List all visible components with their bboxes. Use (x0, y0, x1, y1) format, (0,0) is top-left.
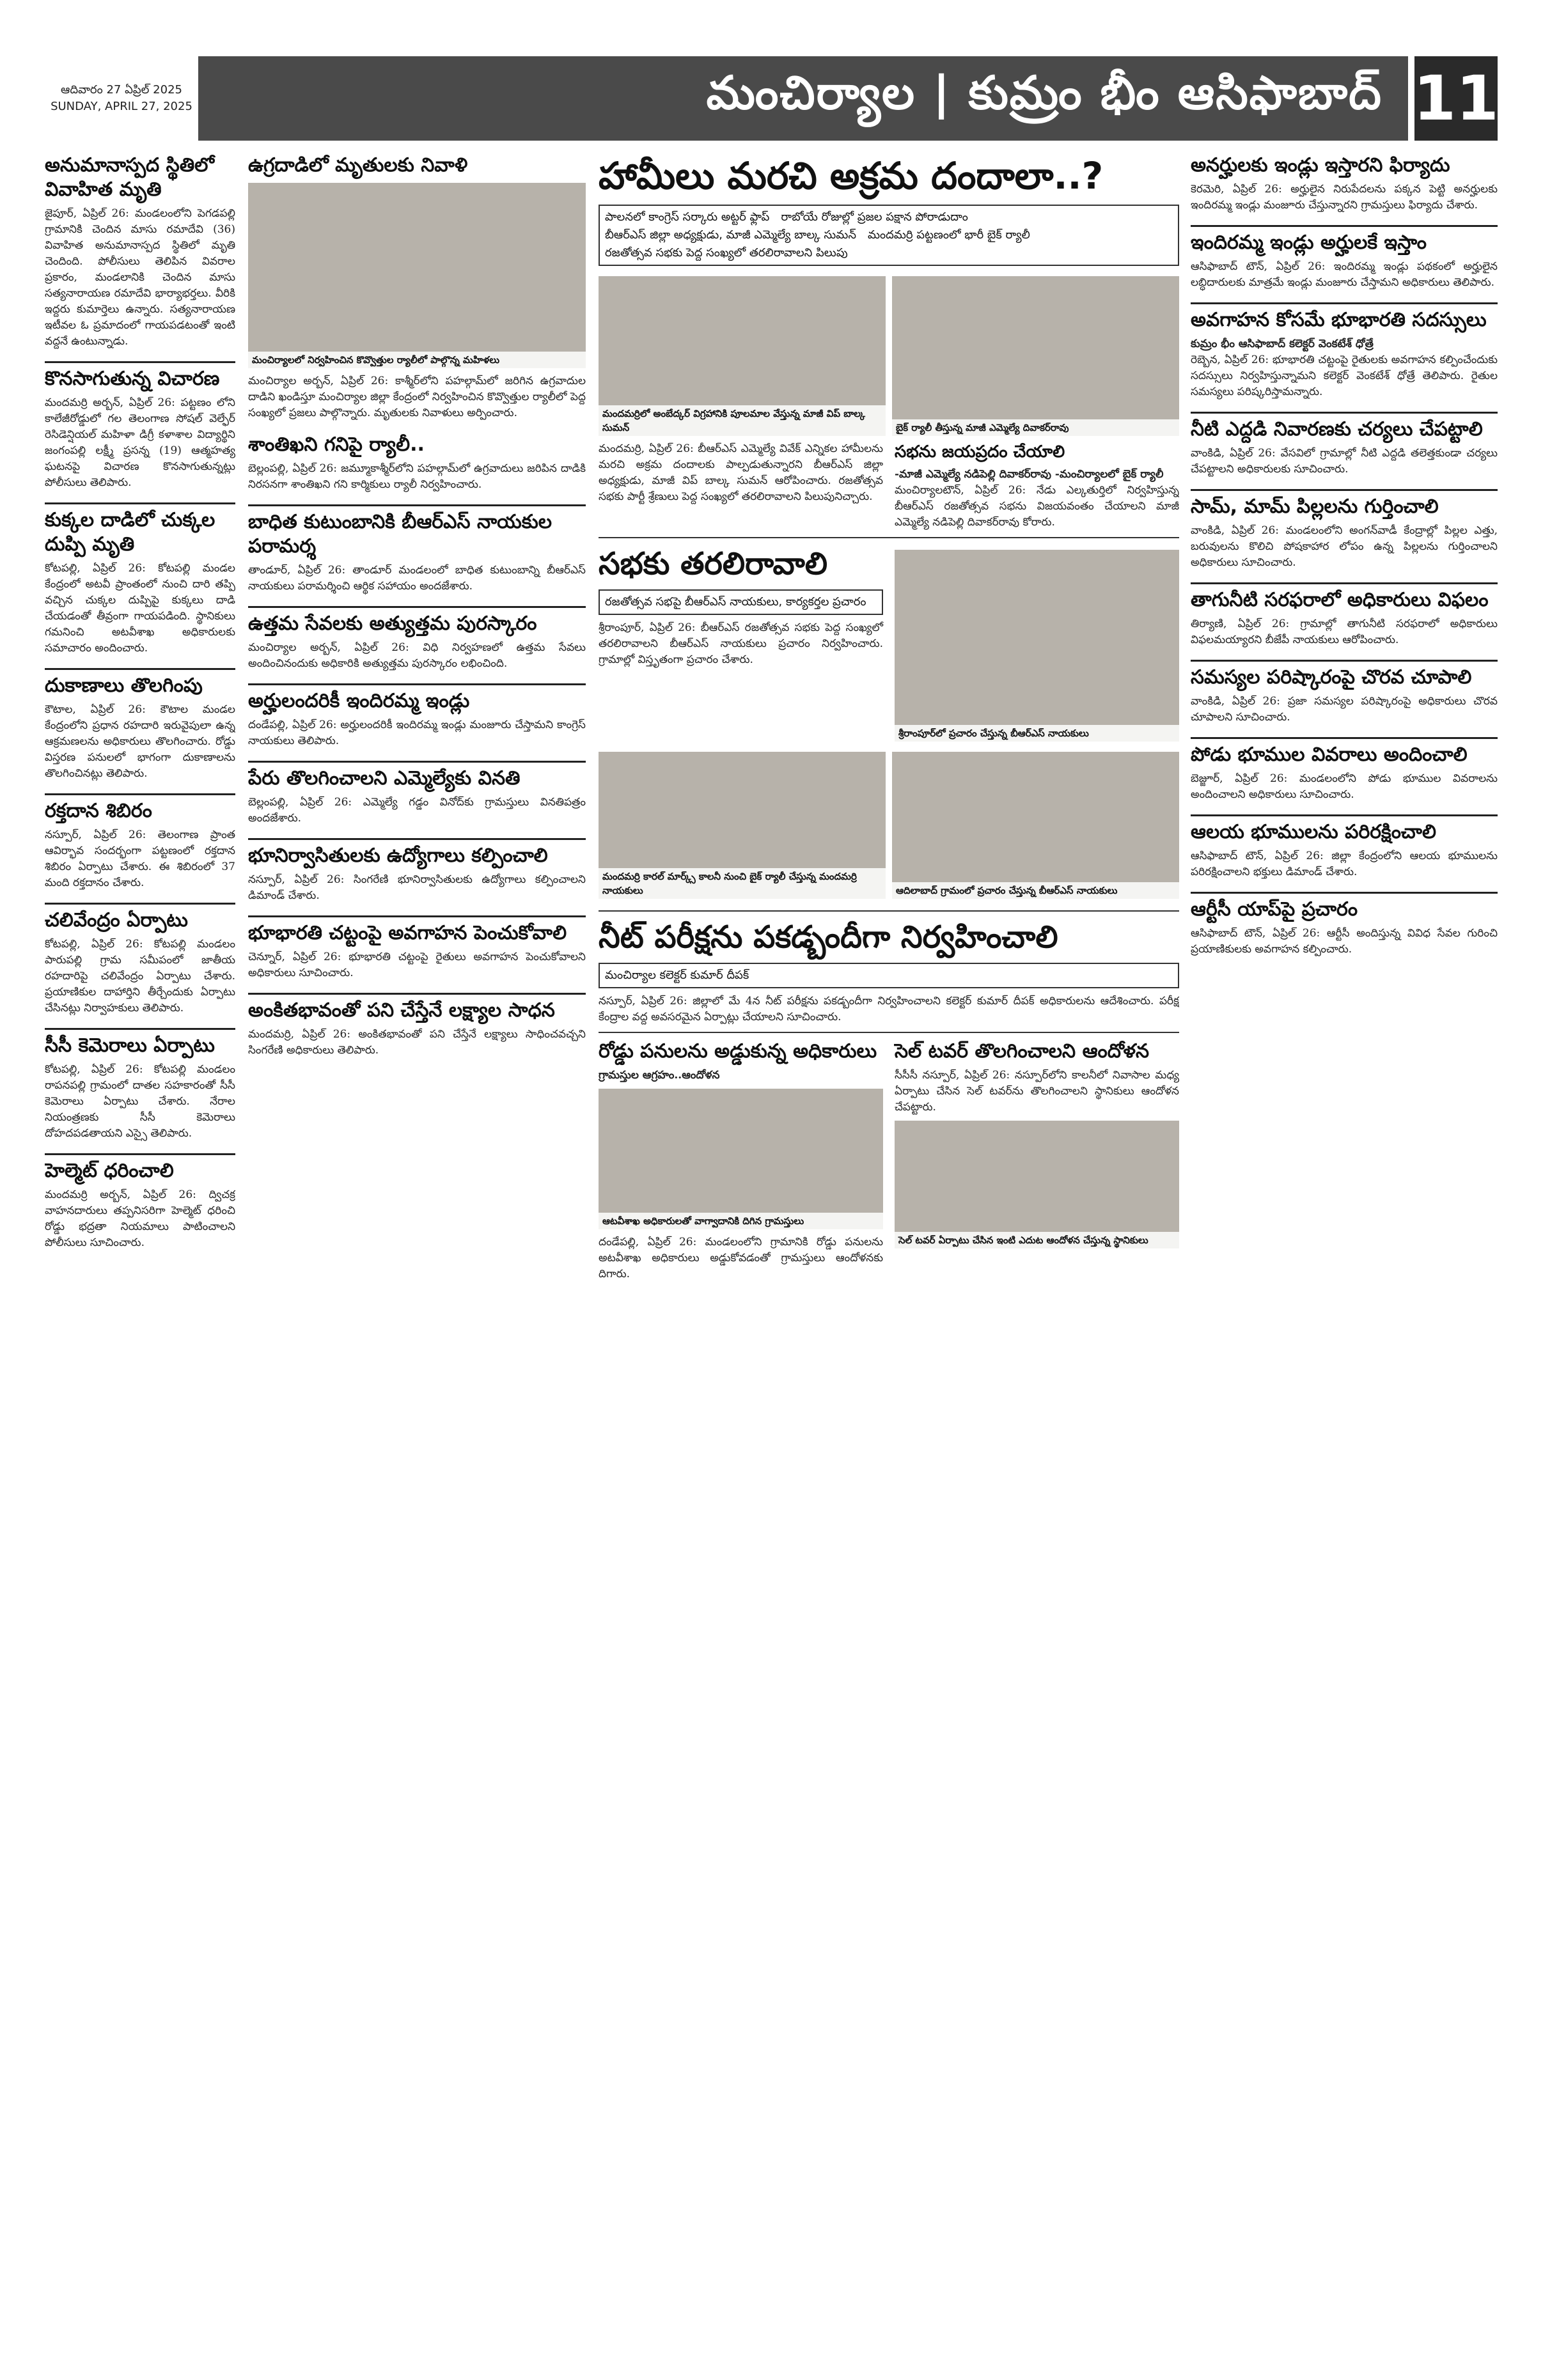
side-body: మంచిర్యాలటౌన్, ఏప్రిల్ 26: నేడు ఎల్కతుర్తిలో నిర్వహిస్తున్న బీఆర్ఎస్ రజతోత్సవ సభను విజయవంతం చేయాలని మాజీ ఎమ్మెల్యే నడిపెల్లి దివాకర్‌రావు కోరారు. (895, 484, 1179, 529)
second-body: శ్రీరాంపూర్, ఏప్రిల్ 26: బీఆర్ఎస్ రజతోత్సవ సభకు పెద్ద సంఖ్యలో తరలిరావాలని బీఆర్ఎస్ నాయకులు ప్రచారం నిర్వహించారు. గ్రామాల్లో విస్తృతంగా ప్రచారం చేశారు. (599, 621, 883, 666)
cell-body: సీసీసీ నస్పూర్, ఏప్రిల్ 26: నస్పూర్‌లోని కాలనీలో నివాసాల మధ్య ఏర్పాటు చేసిన సెల్ టవర్‌ను తొలగించాలని స్థానికులు ఆందోళన చేపట్టారు. (895, 1069, 1179, 1114)
story-body: నస్పూర్, ఏప్రిల్ 26: తెలంగాణ ప్రాంత ఆవిర్భావ సందర్భంగా పట్టణంలో రక్తదాన శిబిరం ఏర్పాటు చేశారు. ఈ శిబిరంలో 37 మంది రక్తదానం చేశారు. (45, 828, 235, 889)
story-headline: చలివేంద్రం ఏర్పాటు (45, 903, 235, 933)
story-headline: ఆలయ భూములను పరిరక్షించాలి (1191, 814, 1498, 844)
story-body: తిర్యాణి, ఏప్రిల్ 26: గ్రామాల్లో తాగునీటి సరఫరాలో అధికారులు విఫలమయ్యారని బీజేపీ నాయకులు ఆరోపించారు. (1191, 618, 1498, 646)
side-subhead: -మాజీ ఎమ్మెల్యే నడిపెల్లి దివాకర్‌రావు -మంచిర్యాలలో బైక్ ర్యాలీ (895, 468, 1164, 481)
story-body: దండేపల్లి, ఏప్రిల్ 26: అర్హులందరికీ ఇందిరమ్మ ఇండ్లు మంజూరు చేస్తామని కాంగ్రెస్ నాయకులు తెలిపారు. (248, 719, 586, 747)
story-body: నస్పూర్, ఏప్రిల్ 26: సింగరేణి భూనిర్వాసితులకు ఉద్యోగాలు కల్పించాలని డిమాండ్ చేశారు. (248, 873, 586, 902)
bottom-stories (599, 1039, 1179, 1282)
lead-strap-item: రజతోత్సవ సభకు పెద్ద సంఖ్యలో తరలిరావాలని పిలుపు (605, 246, 848, 260)
news-story (248, 993, 586, 1059)
story-headline: అనుమానాస్పద స్థితిలో వివాహిత మృతి (45, 154, 215, 201)
cell-headline: సెల్ టవర్ తొలగించాలని ఆందోళన (895, 1040, 1150, 1062)
news-story (45, 793, 235, 891)
photo-caption: మంచిర్యాలలో నిర్వహించిన కొవ్వొత్తుల ర్యాలీలో పాల్గొన్న మహిళలు (248, 352, 586, 368)
news-story (45, 153, 235, 350)
story-body: మందమర్రి అర్బన్, ఏప్రిల్ 26: ద్విచక్ర వాహనదారులు తప్పనిసరిగా హెల్మెట్ ధరించి రోడ్డు భద్రతా నియమాలు పాటించాలని పోలీసులు సూచించారు. (45, 1188, 235, 1249)
story-body: ఆసిఫాబాద్ టౌన్, ఏప్రిల్ 26: ఇందిరమ్మ ఇండ్లు పథకంలో అర్హులైన లబ్ధిదారులకు మాత్రమే ఇండ్లు మంజూరు చేస్తామని అధికారులు తెలిపారు. (1191, 260, 1498, 289)
second-photos (599, 747, 1179, 904)
news-story (45, 668, 235, 782)
story-photo (248, 183, 586, 368)
second-headline: సభకు తరలిరావాలి (599, 546, 828, 582)
story-body: కెరమెరి, ఏప్రిల్ 26: అర్హులైన నిరుపేదలను పక్కన పెట్టి అనర్హులకు ఇందిరమ్మ ఇండ్లు మంజూరు చేస్తున్నారని గ్రామస్తులు ఫిర్యాదు చేశారు. (1191, 183, 1498, 212)
masthead-title-bar (198, 56, 1408, 141)
side-headline: సభను జయప్రదం చేయాలి (895, 442, 1065, 462)
news-story (248, 433, 586, 493)
column-right (1191, 153, 1498, 2342)
story-headline: దుకాణాలు తొలగింపు (45, 668, 235, 698)
divider (599, 537, 1179, 538)
story-body: కౌటాల, ఏప్రిల్ 26: కౌటాల మండల కేంద్రంలోని ప్రధాన రహదారి ఇరువైపులా ఉన్న ఆక్రమణలను అధికారులు తొలగించారు. రోడ్డు విస్తరణ పనులలో భాగంగా దుకాణాలను తొలగించినట్లు తెలిపారు. (45, 703, 235, 780)
story-body: మంచిర్యాల అర్బన్, ఏప్రిల్ 26: కాశ్మీర్‌లోని పహల్గామ్‌లో జరిగిన ఉగ్రవాదుల దాడిని ఖండిస్తూ మంచిర్యాల జిల్లా కేంద్రంలో నిర్వహించిన కొవ్వొత్తుల ర్యాలీలో పెద్ద సంఖ్యలో ప్రజలు పాల్గొన్నారు. మృతులకు నివాళులు అర్పించారు. (248, 375, 586, 419)
story-headline: సీసీ కెమెరాలు ఏర్పాటు (45, 1028, 235, 1058)
lead-headline: హామీలు మరచి అక్రమ దందాలా..? (599, 154, 1104, 198)
news-story (248, 683, 586, 749)
story-headline: నీటి ఎద్దడి నివారణకు చర్యలు చేపట్టాలి (1191, 412, 1498, 442)
story-headline: రక్తదాన శిబిరం (45, 793, 235, 823)
story-body: చెన్నూర్, ఏప్రిల్ 26: భూభారతి చట్టంపై రైతులు అవగాహన పెంచుకోవాలని అధికారులు సూచించారు. (248, 951, 586, 979)
story-body: బెల్లంపల్లి, ఏప్రిల్ 26: ఎమ్మెల్యే గడ్డం వినోద్‌కు గ్రామస్తులు వినతిపత్రం అందజేశారు. (248, 796, 586, 825)
cell-story (895, 1039, 1179, 1282)
story-body: జైపూర్, ఏప్రిల్ 26: మండలంలోని పెగడపల్లి గ్రామానికి చెందిన మాసు రమాదేవి (36) వివాహిత అనుమానాస్పద స్థితిలో మృతి చెందింది. పోలీసులు తెలిపిన వివరాల ప్రకారం, మండలానికి చెందిన మాసు సత్యనారాయణ రమాదేవి భార్యాభర్తలు. వీరికి ఇద్దరు కుమార్తెలు ఉన్నారు. సత్యనారాయణ ఇటీవల ఓ ప్రమాదంలో గాయపడటంతో ఇంటి వద్దనే ఉంటున్నాడు. (45, 207, 235, 348)
cell-photo (895, 1121, 1179, 1248)
story-headline: కుక్కల దాడిలో చుక్కల దుప్పి మృతి (45, 502, 235, 557)
story-subhead: కుమ్రం భీం ఆసిఫాబాద్ కలెక్టర్ వెంకటేశ్ ధోత్రే (1191, 338, 1374, 350)
masthead-date (45, 56, 198, 141)
story-body: వాంకిడి, ఏప్రిల్ 26: వేసవిలో గ్రామాల్లో నీటి ఎద్దడి తలెత్తకుండా చర్యలు చేపట్టాలని అధికారులకు సూచించారు. (1191, 447, 1498, 476)
news-story (1191, 737, 1498, 803)
page-number: 11 (1414, 56, 1498, 141)
photo-caption: మందమర్రి కారల్ మార్క్స్ కాలనీ నుంచి బైక్ ర్యాలీ చేస్తున్న మందమర్రి నాయకులు (599, 868, 886, 899)
story-body: బెల్లంపల్లి, ఏప్రిల్ 26: జమ్మూకాశ్మీర్‌లోని పహల్గామ్‌లో ఉగ్రవాదులు జరిపిన దాడికి నిరసనగా శాంతిఖని గని కార్మికులు ర్యాలీ నిర్వహించారు. (248, 462, 586, 491)
news-story (248, 915, 586, 981)
news-story (45, 903, 235, 1016)
road-body: దండేపల్లి, ఏప్రిల్ 26: మండలంలోని గ్రామానికి రోడ్డు పనులను అటవీశాఖ అధికారులు అడ్డుకోవడంతో గ్రామస్తులు ఆందోళనకు దిగారు. (599, 1236, 883, 1280)
story-headline: ఉగ్రదాడిలో మృతులకు నివాళి (248, 154, 468, 176)
story-headline: తాగునీటి సరఫరాలో అధికారులు విఫలం (1191, 582, 1498, 612)
lead-photo-right (892, 276, 1179, 436)
side-story (895, 441, 1179, 531)
story-headline: భూభారతి చట్టంపై అవగాహన పెంచుకోవాలి (248, 915, 586, 945)
story-body: వాంకిడి, ఏప్రిల్ 26: ప్రజా సమస్యల పరిష్కారంపై అధికారులు చొరవ చూపాలని సూచించారు. (1191, 695, 1498, 724)
photo-caption: శ్రీరాంపూర్‌లో ప్రచారం చేస్తున్న బీఆర్ఎస్ నాయకులు (895, 725, 1179, 742)
lead-strap-item: రాబోయే రోజుల్లో ప్రజల పక్షాన పోరాడుదాం (781, 210, 968, 224)
news-story (45, 361, 235, 491)
story-body: కోటపల్లి, ఏప్రిల్ 26: కోటపల్లి మండలం పారుపల్లి గ్రామ సమీపంలో జాతీయ రహదారిపై చలివేంద్రం ఏర్పాటు చేశారు. ప్రయాణికుల దాహార్తిని తీర్చేందుకు ఏర్పాటు చేసినట్లు నిర్వాహకులు తెలిపారు. (45, 938, 235, 1015)
lead-strap-item: మందమర్రి పట్టణంలో భారీ బైక్ ర్యాలీ (867, 228, 1030, 242)
news-story (248, 606, 586, 672)
masthead (45, 56, 1498, 141)
story-headline: సామ్, మామ్ పిల్లలను గుర్తించాలి (1191, 489, 1498, 519)
story-headline: శాంతిఖని గనిపై ర్యాలీ.. (248, 433, 425, 456)
lead-strap-item: పాలనలో కాంగ్రెస్ సర్కారు అట్టర్ ఫ్లాప్ (605, 210, 770, 224)
story-headline: ఉత్తమ సేవలకు అత్యుత్తమ పురస్కారం (248, 606, 586, 636)
news-story (1191, 582, 1498, 648)
date-telugu: ఆదివారం 27 ఏప్రిల్ 2025 (61, 83, 182, 97)
news-story (1191, 302, 1498, 400)
news-story (1191, 892, 1498, 958)
story-headline: హెల్మెట్ ధరించాలి (45, 1153, 235, 1183)
story-headline: అవగాహన కోసమే భూభారతి సదస్సులు (1191, 302, 1498, 332)
neet-body: నస్పూర్, ఏప్రిల్ 26: జిల్లాలో మే 4న నీట్ పరీక్షను పకడ్బందీగా నిర్వహించాలని కలెక్టర్ కుమార్ దీపక్ అధికారులను ఆదేశించారు. పరీక్ష కేంద్రాల వద్ద అవసరమైన ఏర్పాట్లు చేయాలని సూచించారు. (599, 995, 1179, 1023)
road-strap: గ్రామస్తుల ఆగ్రహం..ఆందోళన (599, 1069, 720, 1082)
road-photo (599, 1089, 883, 1229)
story-body: తాండూర్, ఏప్రిల్ 26: తాండూర్ మండలంలో బాధిత కుటుంబాన్ని బీఆర్ఎస్ నాయకులు పరామర్శించి ఆర్థిక సహాయం అందజేశారు. (248, 564, 586, 593)
lead-text (599, 441, 1179, 531)
story-headline: పోడు భూముల వివరాలు అందించాలి (1191, 737, 1498, 767)
neet-strap: మంచిర్యాల కలెక్టర్ కుమార్ దీపక్ (599, 963, 1179, 988)
story-body: కోటపల్లి, ఏప్రిల్ 26: కోటపల్లి మండలం రాపనపల్లి గ్రామంలో దాతల సహకారంతో సీసీ కెమెరాలు ఏర్పాటు చేశారు. నేరాల నియంత్రణకు సీసీ కెమెరాలు దోహదపడతాయని ఎస్సై తెలిపారు. (45, 1063, 235, 1140)
story-body: వాంకిడి, ఏప్రిల్ 26: మండలంలోని అంగన్‌వాడీ కేంద్రాల్లో పిల్లల ఎత్తు, బరువులను కొలిచి పోషకాహార లోపం ఉన్న పిల్లలను గుర్తించాలని అధికారులు సూచించారు. (1191, 524, 1498, 569)
story-body: ఆసిఫాబాద్ టౌన్, ఏప్రిల్ 26: ఆర్టీసీ అందిస్తున్న వివిధ సేవల గురించి ప్రయాణికులకు అవగాహన కల్పించారు. (1191, 927, 1498, 956)
story-headline: అనర్హులకు ఇండ్లు ఇస్తారని ఫిర్యాదు (1191, 154, 1450, 176)
photo-caption: మందమర్రిలో అంబేద్కర్ విగ్రహానికి పూలమాల వేస్తున్న మాజీ విప్ బాల్క సుమన్ (599, 405, 886, 436)
photo-caption: ఆటవీశాఖ అధికారులతో వాగ్వాదానికి దిగిన గ్రామస్తులు (599, 1213, 883, 1229)
story-tribute (248, 153, 586, 421)
second-photo-right (892, 752, 1179, 899)
lead-body: మందమర్రి, ఏప్రిల్ 26: బీఆర్ఎస్ ఎమ్మెల్యే వివేక్ ఎన్నికల హామీలను మరచి అక్రమ దందాలకు పాల్పడుతున్నారని బీఆర్ఎస్ జిల్లా అధ్యక్షుడు, మాజీ విప్ బాల్క సుమన్ ఆరోపించారు. రజతోత్సవ సభకు పార్టీ శ్రేణులు పెద్ద సంఖ్యలో తరలిరావాలని పిలుపునిచ్చారు. (599, 442, 883, 503)
road-headline: రోడ్డు పనులను అడ్డుకున్న అధికారులు (599, 1040, 877, 1062)
story-headline: అర్హులందరికీ ఇందిరమ్మ ఇండ్లు (248, 683, 586, 713)
page-title: మంచిర్యాల | కుమ్రం భీం ఆసిఫాబాద్ (706, 66, 1382, 120)
story-headline: పేరు తొలగించాలని ఎమ్మెల్యేకు వినతి (248, 761, 586, 791)
story-body: మందమర్రి, ఏప్రిల్ 26: అంకితభావంతో పని చేస్తేనే లక్ష్యాలు సాధించవచ్చని సింగరేణి అధికారులు తెలిపారు. (248, 1028, 586, 1057)
story-body: ఆసిఫాబాద్ టౌన్, ఏప్రిల్ 26: జిల్లా కేంద్రంలోని ఆలయ భూములను పరిరక్షించాలని భక్తులు డిమాండ్ చేశారు. (1191, 850, 1498, 878)
story-body: బెజ్జూర్, ఏప్రిల్ 26: మండలంలోని పోడు భూముల వివరాలను అందించాలని అధికారులు సూచించారు. (1191, 772, 1498, 801)
story-headline: అంకితభావంతో పని చేస్తేనే లక్ష్యాల సాధన (248, 993, 586, 1023)
story-body: రెబ్బెన, ఏప్రిల్ 26: భూభారతి చట్టంపై రైతులకు అవగాహన కల్పించేందుకు సదస్సులు నిర్వహిస్తున్నామని కలెక్టర్ వెంకటేశ్ ధోత్రే తెలిపారు. రైతుల సమస్యలు పరిష్కరిస్తామన్నారు. (1191, 354, 1498, 398)
lead-photos (599, 271, 1179, 441)
news-story (248, 504, 586, 595)
column-second (248, 153, 586, 2342)
column-main (599, 153, 1179, 2342)
news-story (45, 1028, 235, 1142)
news-story (1191, 489, 1498, 571)
second-story (599, 545, 1179, 747)
lead-strap-item: బీఆర్ఎస్ జిల్లా అధ్యక్షుడు, మాజీ ఎమ్మెల్యే బాల్క సుమన్ (605, 228, 856, 242)
second-strap: రజతోత్సవ సభపై బీఆర్ఎస్ నాయకులు, కార్యకర్తల ప్రచారం (599, 589, 883, 615)
news-story (45, 1153, 235, 1251)
story-body: కోటపల్లి, ఏప్రిల్ 26: కోటపల్లి మండల కేంద్రంలో అటవీ ప్రాంతంలో నుంచి దారి తప్పి వచ్చిన చుక్కల దుప్పిపై కుక్కలు దాడి చేయడంతో తీవ్రంగా గాయపడింది. స్థానికులు గమనించి అటవీశాఖ అధికారులకు సమాచారం అందించారు. (45, 562, 235, 655)
story-body: మంచిర్యాల అర్బన్, ఏప్రిల్ 26: విధి నిర్వహణలో ఉత్తమ సేవలు అందించినందుకు అధికారికి అత్యుత్తమ పురస్కారం లభించింది. (248, 641, 586, 670)
road-story (599, 1039, 883, 1282)
story-headline: సమస్యల పరిష్కారంపై చొరవ చూపాలి (1191, 660, 1498, 690)
column-left (45, 153, 235, 2342)
photo-caption: బైక్ ర్యాలీ తీస్తున్న మాజీ ఎమ్మెల్యే దివాకర్‌రావు (892, 419, 1179, 436)
news-story (248, 761, 586, 827)
news-story (45, 502, 235, 657)
story-body: మందమర్రి అర్బన్, ఏప్రిల్ 26: పట్టణం లోని కాలేజీరోడ్డులో గల తెలంగాణ సోషల్ వెల్ఫేర్ రెసిడెన్షియల్ మహిళా డిగ్రీ కళాశాల విద్యార్థిని జంగంపల్లి లక్ష్మీ ప్రసన్న (19) ఆత్మహత్య ఘటనపై విచారణ కొనసాగుతున్నట్లు పోలీసులు తెలిపారు. (45, 396, 235, 489)
photo-caption: ఆదిలాబాద్ గ్రామంలో ప్రచారం చేస్తున్న బీఆర్ఎస్ నాయకులు (892, 882, 1179, 899)
lead-straps (599, 205, 1179, 266)
story-headline: బాధిత కుటుంబానికి బీఆర్ఎస్ నాయకుల పరామర్శ (248, 504, 586, 559)
news-story (1191, 153, 1498, 214)
lead-photo-left (599, 276, 886, 436)
news-story (1191, 660, 1498, 726)
story-headline: కొనసాగుతున్న విచారణ (45, 361, 235, 391)
story-headline: ఇందిరమ్మ ఇండ్లు అర్హులకే ఇస్తాం (1191, 225, 1498, 255)
second-photo-left (599, 752, 886, 899)
photo-caption: సెల్ టవర్ ఏర్పాటు చేసిన ఇంటి ఎదుట ఆందోళన చేస్తున్న స్థానికులు (895, 1232, 1179, 1248)
story-headline: భూనిర్వాసితులకు ఉద్యోగాలు కల్పించాలి (248, 838, 586, 868)
news-story (1191, 412, 1498, 478)
story-headline: ఆర్టీసీ యాప్‌పై ప్రచారం (1191, 892, 1498, 922)
second-photo (895, 550, 1179, 742)
news-story (248, 838, 586, 904)
news-story (1191, 225, 1498, 291)
divider (599, 1032, 1179, 1033)
news-story (1191, 814, 1498, 880)
date-english: SUNDAY, APRIL 27, 2025 (51, 100, 192, 113)
divider (599, 910, 1179, 912)
neet-headline: నీట్ పరీక్షను పకడ్బందీగా నిర్వహించాలి (599, 919, 1058, 955)
